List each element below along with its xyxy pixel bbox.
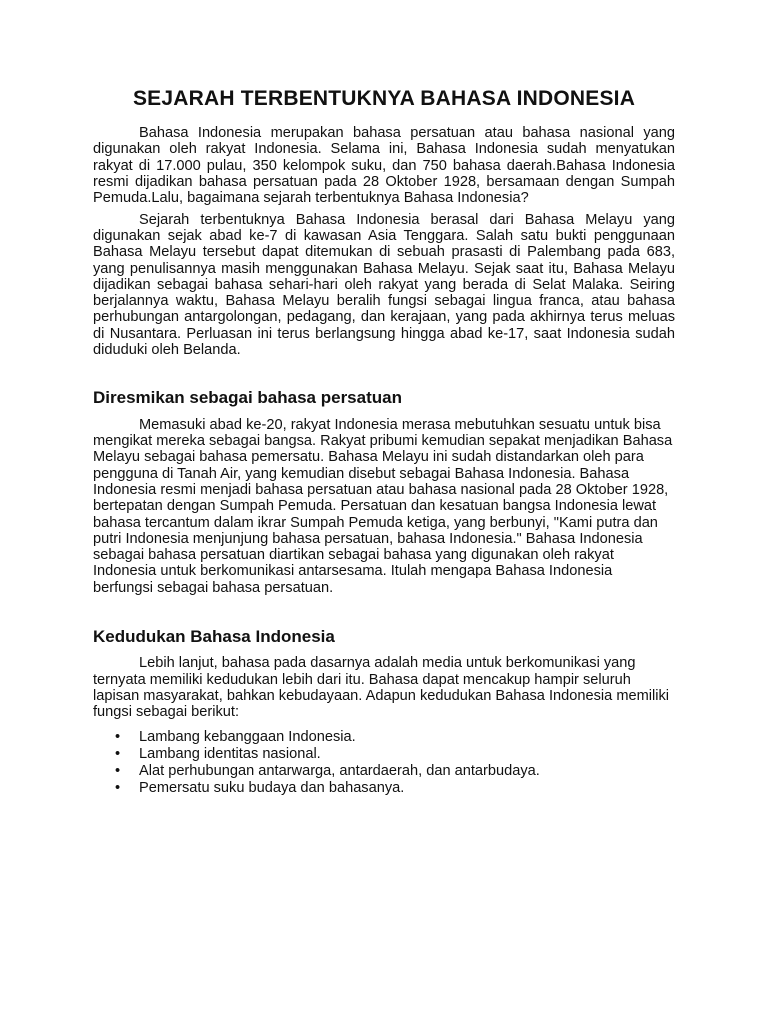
bullet-icon: • (115, 745, 121, 762)
intro-paragraph-1: Bahasa Indonesia merupakan bahasa persatuan atau bahasa nasional yang digunakan oleh rakyat Indonesia. Selama ini, Bahasa Indonesia sudah menyatukan rakyat di 17.000 pulau, 350 kelompok suku, dan 750 bahasa daerah.Bahasa Indonesia resmi dijadikan bahasa persatuan pada 28 Oktober 1928, bersamaan dengan Sumpah Pemuda.Lalu, bagaimana sejarah terbentuknya Bahasa Indonesia? (93, 125, 675, 207)
bullet-icon: • (115, 779, 121, 796)
section2-paragraph: Lebih lanjut, bahasa pada dasarnya adalah media untuk berkomunikasi yang ternyata memiliki kedudukan lebih dari itu. Bahasa dapat mencakup hampir seluruh lapisan masyarakat, bahkan kebudayaan. Adapun kedudukan Bahasa Indonesia memiliki fungsi sebagai berikut: (93, 655, 670, 721)
list-item-text: Lambang kebanggaan Indonesia. (139, 728, 356, 745)
list-item (93, 729, 675, 746)
document-title: SEJARAH TERBENTUKNYA BAHASA INDONESIA (132, 87, 636, 110)
list-item (93, 746, 675, 763)
section1-paragraph: Memasuki abad ke-20, rakyat Indonesia merasa mebutuhkan sesuatu untuk bisa mengikat mereka sebagai bangsa. Rakyat pribumi kemudian sepakat menjadikan Bahasa Melayu sebagai bahasa pemersatu. Bahasa Melayu ini sudah distandarkan oleh para pengguna di Tanah Air, yang kemudian disebut sebagai Bahasa Indonesia. Bahasa Indonesia resmi menjadi bahasa persatuan atau bahasa nasional pada 28 Oktober 1928, bertepatan dengan Sumpah Pemuda. Persatuan dan kesatuan bangsa Indonesia lewat bahasa tercantum dalam ikrar Sumpah Pemuda ketiga, yang berbunyi, "Kami putra dan putri Indonesia menjunjung bahasa persatuan, bahasa Indonesia." Bahasa Indonesia sebagai bahasa persatuan diartikan sebagai bahasa yang digunakan oleh rakyat Indonesia untuk berkomunikasi antarsesama. Itulah mengapa Bahasa Indonesia berfungsi sebagai bahasa persatuan. (93, 416, 673, 596)
list-item (93, 780, 675, 797)
intro-paragraph-2: Sejarah terbentuknya Bahasa Indonesia berasal dari Bahasa Melayu yang digunakan sejak abad ke-7 di kawasan Asia Tenggara. Salah satu bukti penggunaan Bahasa Melayu tersebut dapat ditemukan di sebuah prasasti di Palembang pada 683, yang penulisannya masih menggunakan Bahasa Melayu. Sejak saat itu, Bahasa Melayu dijadikan sebagai bahasa sehari-hari oleh rakyat yang berada di Selat Malaka. Seiring berjalannya waktu, Bahasa Melayu beralih fungsi sebagai lingua franca, atau bahasa perhubungan antargolongan, pedagang, dan kerajaan, yang pada akhirnya terus meluas di Nusantara. Perluasan ini terus berlangsung hingga abad ke-17, saat Indonesia sudah diduduki oleh Belanda. (93, 211, 675, 359)
list-item-text: Alat perhubungan antarwarga, antardaerah, dan antarbudaya. (139, 762, 540, 779)
function-list (93, 729, 675, 797)
bullet-icon: • (115, 762, 121, 779)
list-item-text: Pemersatu suku budaya dan bahasanya. (139, 779, 405, 796)
section-heading-diresmikan: Diresmikan sebagai bahasa persatuan (93, 388, 402, 408)
bullet-icon: • (115, 728, 121, 745)
section-heading-kedudukan: Kedudukan Bahasa Indonesia (93, 627, 335, 646)
list-item (93, 763, 675, 780)
list-item-text: Lambang identitas nasional. (139, 745, 321, 762)
